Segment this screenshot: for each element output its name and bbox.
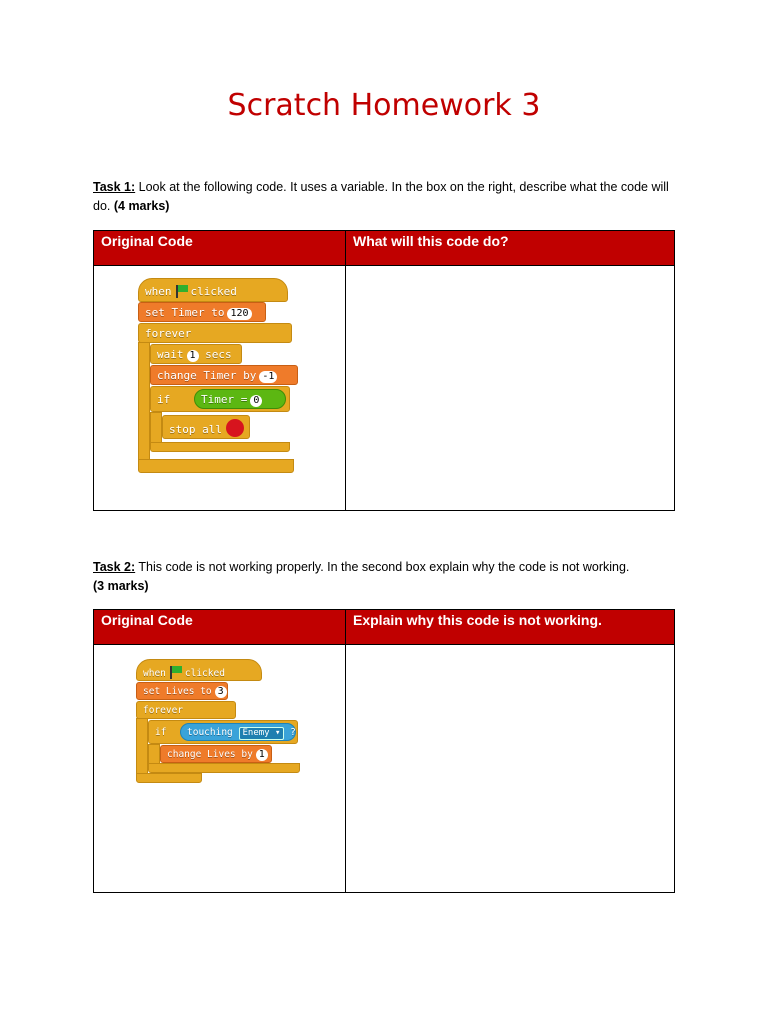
- when-flag-clicked-block: [138, 278, 288, 302]
- enemy-dropdown[interactable]: Enemy ▾: [239, 727, 285, 740]
- task1-table: [93, 230, 675, 511]
- task1-marks: (4 marks): [113, 199, 170, 213]
- task2-col-original-code: Original Code: [94, 610, 346, 645]
- green-flag-icon: [175, 285, 188, 297]
- task1-text: Look at the following code. It uses a variable. In the box on the right, describe what the code will do.: [93, 180, 669, 213]
- if-arm: [150, 412, 162, 444]
- task1-col-answer-header: What will this code do?: [346, 231, 675, 266]
- task2-code-cell: [94, 645, 346, 893]
- forever-block-2: [136, 701, 236, 719]
- change-lives-value: 1: [256, 749, 268, 761]
- change-timer-value: -1: [259, 371, 277, 383]
- equals-text: =: [240, 393, 248, 406]
- change-lives-text: change Lives by: [167, 749, 253, 760]
- stop-all-text: stop all: [169, 423, 222, 436]
- timer-equals-block: [194, 389, 286, 409]
- green-flag-icon-2: [169, 666, 182, 678]
- if-end-2: [148, 763, 300, 773]
- change-timer-block: [150, 365, 298, 385]
- set-timer-text: set Timer to: [145, 306, 225, 319]
- task2-table: [93, 609, 675, 893]
- question-text: ?: [290, 727, 296, 738]
- wait-block: [150, 344, 242, 364]
- clicked-text: clicked: [190, 285, 237, 298]
- task1-col-original-code: Original Code: [94, 231, 346, 266]
- when-text-2: when: [143, 668, 166, 679]
- if-text: if: [157, 393, 171, 406]
- page-title: Scratch Homework 3: [227, 88, 541, 123]
- if-end: [150, 442, 290, 452]
- if-text-2: if: [155, 727, 167, 738]
- equals-value: 0: [250, 395, 262, 407]
- task1-label: Task 1:: [93, 180, 136, 194]
- task2-marks: (3 marks): [93, 579, 149, 593]
- forever-end-2: [136, 773, 202, 783]
- set-lives-text: set Lives to: [143, 686, 212, 697]
- stop-all-block: [162, 415, 250, 439]
- timer-text: Timer: [201, 393, 235, 406]
- forever-arm: [138, 342, 150, 462]
- task2-col-answer-header: Explain why this code is not working.: [346, 610, 675, 645]
- task2-label: Task 2:: [93, 560, 136, 574]
- set-timer-value: 120: [227, 308, 251, 320]
- task2-text: This code is not working properly. In the second box explain why the code is not working.: [135, 560, 630, 574]
- task1-code-cell: [94, 266, 346, 511]
- task1-instructions: [93, 178, 683, 216]
- touching-enemy-block: [180, 723, 296, 741]
- set-timer-block: [138, 302, 266, 322]
- touching-text: touching: [187, 727, 233, 738]
- clicked-text-2: clicked: [184, 668, 225, 679]
- stop-sign-icon: [226, 419, 244, 437]
- task1-answer-box[interactable]: [346, 266, 675, 511]
- when-flag-clicked-block-2: [136, 659, 262, 681]
- change-timer-text: change Timer by: [157, 369, 257, 382]
- wait-text: wait: [157, 348, 184, 361]
- secs-text: secs: [205, 348, 232, 361]
- forever-end: [138, 459, 294, 473]
- when-text: when: [145, 285, 172, 298]
- forever-block: [138, 323, 292, 343]
- forever-text-2: forever: [143, 705, 184, 716]
- forever-text: forever: [145, 327, 192, 340]
- set-lives-block: [136, 682, 228, 700]
- change-lives-block: [160, 745, 272, 763]
- wait-value: 1: [187, 350, 199, 362]
- set-lives-value: 3: [215, 686, 227, 698]
- forever-arm-2: [136, 718, 148, 778]
- task2-instructions: [93, 558, 683, 596]
- task2-answer-box[interactable]: [346, 645, 675, 893]
